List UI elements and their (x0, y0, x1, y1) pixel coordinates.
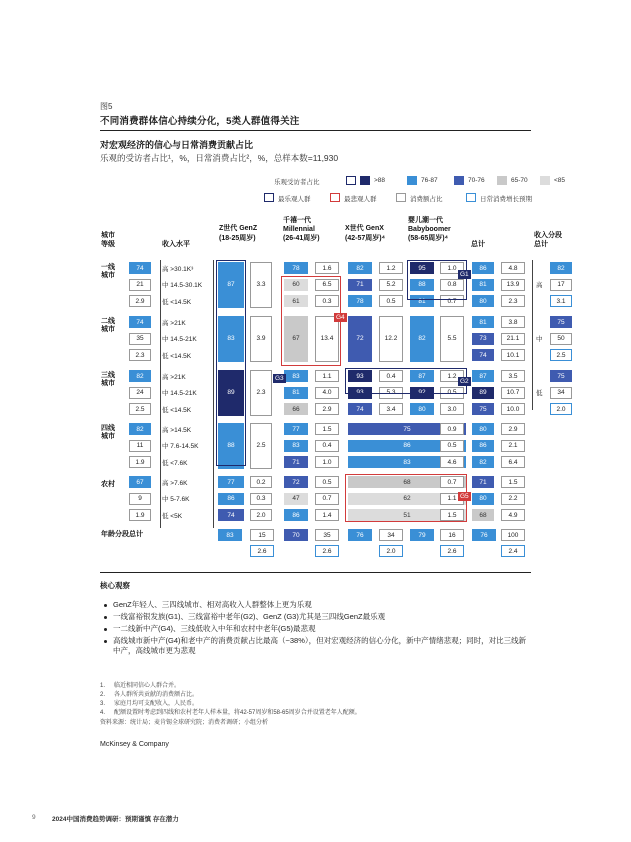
millennial-share: 0.5 (315, 476, 339, 488)
row-total-share: 3.5 (501, 370, 525, 382)
row-total-share: 2.9 (501, 423, 525, 435)
row-total-score: 68 (472, 509, 494, 521)
legend-range-1: >88 (374, 177, 386, 184)
city-score-cell: 1.9 (129, 456, 151, 468)
boomer-score: 80 (410, 403, 434, 415)
genz-rural-score: 77 (218, 476, 244, 488)
income-level-label: 中 7.6-14.5K (162, 443, 199, 450)
millennial-score: 66 (284, 403, 308, 415)
income-level-label: 高 >7.6K (162, 479, 188, 487)
boomer-score: 81 (410, 295, 434, 307)
legend-swatch-lightgrey (540, 176, 550, 185)
genz-rural-score: 74 (218, 509, 244, 521)
city-score-cell: 35 (129, 333, 151, 345)
genx-share: 0.4 (379, 370, 403, 382)
age-total-growth: 2.4 (501, 545, 525, 557)
millennial-score: 71 (284, 456, 308, 468)
income-level-label: 中 14.5-21K (162, 390, 197, 397)
income-level-label: 低 <5K (162, 512, 183, 520)
legend-key-people-label: 最乐观人群 (278, 196, 311, 203)
city-score-cell: 24 (129, 387, 151, 399)
age-total-score: 83 (218, 529, 242, 541)
genx-share: 5.3 (379, 387, 403, 399)
row-total-score: 86 (472, 440, 494, 452)
city-tier-label: 农村 (101, 481, 115, 488)
boomer-score: 87 (410, 370, 434, 382)
city-score-cell: 2.5 (129, 403, 151, 415)
legend-pessimist-box (330, 193, 340, 202)
row-total-share: 4.8 (501, 262, 525, 274)
millennial-score: 60 (284, 279, 308, 291)
genx-boomer-merged-score: 83 (348, 456, 466, 468)
row-total-score: 81 (472, 279, 494, 291)
row-total-score: 80 (472, 295, 494, 307)
legend-swatch-light (407, 176, 417, 185)
separator-band (532, 260, 533, 410)
city-score-cell: 2.9 (129, 295, 151, 307)
city-score-cell: 82 (129, 370, 151, 382)
millennial-score: 83 (284, 370, 308, 382)
highlight-g3 (216, 260, 246, 466)
income-level-label: 高 >21K (162, 373, 186, 381)
row-total-share: 10.1 (501, 349, 525, 361)
income-band-score: 75 (550, 316, 572, 328)
figure-label: 图5 (100, 102, 113, 111)
row-total-share: 2.1 (501, 440, 525, 452)
legend-growth-box (466, 193, 476, 202)
col-header-millennial: 千禧一代 Millennial (26-41周岁) (283, 217, 320, 242)
legend-range-4: 65-70 (511, 177, 528, 184)
brand-name: McKinsey & Company (100, 741, 169, 748)
row-total-score: 86 (472, 262, 494, 274)
legend-growth-label: 日常消费增长预期 (480, 196, 532, 203)
income-level-label: 中 5-7.6K (162, 496, 190, 503)
genz-rural-share: 0.2 (250, 476, 272, 488)
income-band-label: 低 (536, 390, 543, 397)
row-total-share: 4.9 (501, 509, 525, 521)
income-band-share: 17 (550, 279, 572, 291)
income-level-label: 低 <14.5K (162, 352, 192, 360)
age-total-share: 15 (250, 529, 274, 541)
genz-share-bar: 3.3 (250, 262, 272, 308)
boomer-share: 0.7 (440, 476, 464, 488)
col-header-city: 城市 等级 (101, 232, 115, 248)
income-band-growth: 2.5 (550, 349, 572, 361)
income-level-label: 高 >30.1K³ (162, 265, 194, 273)
income-level-label: 中 14.5-21K (162, 336, 197, 343)
group-tag-g3: G3 (275, 375, 284, 382)
separator-income (160, 260, 161, 528)
genz-rural-score: 86 (218, 493, 244, 505)
age-total-score: 79 (410, 529, 434, 541)
insight-item: 高线城市新中产(G4)和老中产的消费贡献占比最高（~38%），但对宏观经济的信心分化，新中产情绪悲观；同时，对比三线新中产，高线城市更为悲观 (104, 636, 529, 656)
city-score-cell: 74 (129, 316, 151, 328)
boomer-share: 3.0 (440, 403, 464, 415)
row-total-share: 2.2 (501, 493, 525, 505)
row-total-score: 80 (472, 423, 494, 435)
age-total-growth: 2.0 (379, 545, 403, 557)
separator-gen (213, 260, 214, 528)
row-total-share: 6.4 (501, 456, 525, 468)
chart-description: 乐观的受访者占比¹，%，日常消费占比²，%，总样本数=11,930 (100, 153, 339, 163)
insights-divider (100, 572, 531, 573)
millennial-share: 1.0 (315, 456, 339, 468)
age-total-share: 35 (315, 529, 339, 541)
income-level-label: 低 <14.5K (162, 298, 192, 306)
genx-boomer-merged-score: 75 (348, 423, 466, 435)
row-total-score: 80 (472, 493, 494, 505)
income-band-score: 75 (550, 370, 572, 382)
genz-rural-share: 2.0 (250, 509, 272, 521)
age-total-share: 34 (379, 529, 403, 541)
footnote-3: 3. 家庭月均可支配收入，人民币。 (100, 701, 199, 707)
figure-title: 不同消费群体信心持续分化，5类人群值得关注 (100, 116, 300, 127)
legend-optimism-label: 乐观受访者占比 (274, 179, 320, 186)
boomer-score-bar: 82 (410, 316, 434, 362)
city-tier-label: 一线 城市 (101, 264, 115, 279)
insight-item: 一二线新中产(G4)、三线低收入中年和农村中老年(G5)最悲观 (104, 624, 529, 634)
genx-score: 78 (348, 295, 372, 307)
income-band-score: 82 (550, 262, 572, 274)
genx-share: 0.5 (379, 295, 403, 307)
legend-pessimist-label: 最悲观人群 (344, 196, 377, 203)
age-total-growth: 2.6 (440, 545, 464, 557)
boomer-score: 88 (410, 279, 434, 291)
city-score-cell: 11 (129, 440, 151, 452)
millennial-share: 1.4 (315, 509, 339, 521)
age-total-share: 100 (501, 529, 525, 541)
genx-share: 5.2 (379, 279, 403, 291)
col-header-total: 总计 (471, 241, 485, 248)
genx-boomer-merged-score: 62 (348, 493, 466, 505)
millennial-score: 78 (284, 262, 308, 274)
source-note: 资料来源：统计局；麦肯锡全球研究院；消费者调研；小组分析 (100, 720, 269, 726)
row-total-share: 13.9 (501, 279, 525, 291)
age-total-score: 76 (348, 529, 372, 541)
legend-range-5: <85 (554, 177, 566, 184)
highlight-g1 (407, 260, 467, 300)
row-total-share: 2.3 (501, 295, 525, 307)
age-total-label: 年龄分段总计 (101, 531, 143, 538)
legend-swatch-outline (346, 176, 356, 185)
row-total-score: 75 (472, 403, 494, 415)
millennial-share: 4.0 (315, 387, 339, 399)
boomer-score: 95 (410, 262, 434, 274)
row-total-score: 89 (472, 387, 494, 399)
legend-swatch-mid (454, 176, 464, 185)
millennial-score: 72 (284, 476, 308, 488)
group-tag-g1: G1 (460, 271, 469, 278)
city-score-cell: 2.3 (129, 349, 151, 361)
genz-score-bar: 83 (218, 316, 244, 362)
highlight-g2 (345, 368, 467, 394)
genz-score-bar: 88 (218, 423, 244, 469)
income-level-label: 高 >21K (162, 319, 186, 327)
page-footer-title: 2024中国消费趋势调研：预期谨慎 存在潜力 (52, 816, 179, 823)
income-band-growth: 3.1 (550, 295, 572, 307)
genz-score-bar: 89 (218, 370, 244, 416)
genz-share-bar: 2.3 (250, 370, 272, 416)
chart-subtitle: 对宏观经济的信心与日常消费贡献占比 (100, 140, 254, 150)
boomer-share: 0.7 (440, 295, 464, 307)
genz-rural-share: 0.3 (250, 493, 272, 505)
boomer-share: 4.6 (440, 456, 464, 468)
highlight-g5 (345, 474, 467, 522)
row-total-score: 87 (472, 370, 494, 382)
millennial-share: 0.4 (315, 440, 339, 452)
genx-boomer-merged-score: 86 (348, 440, 466, 452)
boomer-share: 1.1 (440, 493, 464, 505)
millennial-share: 0.3 (315, 295, 339, 307)
legend-consumption-label: 消费额占比 (410, 196, 443, 203)
age-total-score: 76 (472, 529, 496, 541)
col-header-income-total: 收入分段 总计 (534, 232, 562, 248)
city-score-cell: 67 (129, 476, 151, 488)
row-total-score: 74 (472, 349, 494, 361)
millennial-score: 61 (284, 295, 308, 307)
income-level-label: 低 <14.5K (162, 406, 192, 414)
group-tag-g4: G4 (336, 314, 345, 321)
col-header-boomer: 婴儿潮一代 Babyboomer (58-65周岁)⁴ (408, 217, 451, 242)
millennial-score: 83 (284, 440, 308, 452)
millennial-share: 2.9 (315, 403, 339, 415)
income-level-label: 低 <7.6K (162, 459, 188, 467)
city-tier-label: 二线 城市 (101, 318, 115, 333)
row-total-share: 3.8 (501, 316, 525, 328)
millennial-share: 6.5 (315, 279, 339, 291)
genz-share-bar: 3.9 (250, 316, 272, 362)
city-score-cell: 74 (129, 262, 151, 274)
millennial-share: 1.5 (315, 423, 339, 435)
millennial-score: 77 (284, 423, 308, 435)
millennial-share: 0.7 (315, 493, 339, 505)
footnote-2: 2. 各人群所共贡献的消费额占比。 (100, 692, 199, 698)
row-total-score: 81 (472, 316, 494, 328)
legend-swatch-grey (497, 176, 507, 185)
genx-score: 74 (348, 403, 372, 415)
group-tag-g2: G2 (460, 378, 469, 385)
boomer-share: 0.9 (440, 423, 464, 435)
city-tier-label: 三线 城市 (101, 372, 115, 387)
genx-score: 82 (348, 262, 372, 274)
genx-score-bar: 72 (348, 316, 372, 362)
row-total-score: 82 (472, 456, 494, 468)
millennial-share: 1.6 (315, 262, 339, 274)
millennial-score-bar: 67 (284, 316, 308, 362)
col-header-genz: Z世代 GenZ (18-25周岁) (219, 225, 258, 242)
boomer-share-bar: 5.5 (440, 316, 464, 362)
income-band-label: 中 (536, 336, 543, 343)
boomer-share: 0.8 (440, 279, 464, 291)
highlight-g4 (281, 276, 341, 366)
row-total-score: 73 (472, 333, 494, 345)
income-band-growth: 2.0 (550, 403, 572, 415)
legend-key-people-box (264, 193, 274, 202)
income-level-label: 高 >14.5K (162, 426, 192, 434)
insight-item: GenZ年轻人、三四线城市、相对高收入人群整体上更为乐观 (104, 600, 529, 610)
group-tag-g5: G5 (460, 493, 469, 500)
age-total-share: 16 (440, 529, 464, 541)
age-total-growth: 2.6 (250, 545, 274, 557)
income-level-label: 中 14.5-30.1K (162, 282, 203, 289)
genx-boomer-merged-score: 51 (348, 509, 466, 521)
page-number: 9 (32, 814, 36, 821)
legend-range-2: 76-87 (421, 177, 438, 184)
income-band-share: 50 (550, 333, 572, 345)
millennial-share: 1.1 (315, 370, 339, 382)
city-score-cell: 1.9 (129, 509, 151, 521)
boomer-share: 0.5 (440, 387, 464, 399)
row-total-score: 71 (472, 476, 494, 488)
city-score-cell: 82 (129, 423, 151, 435)
row-total-share: 1.5 (501, 476, 525, 488)
genx-score: 71 (348, 279, 372, 291)
row-total-share: 10.7 (501, 387, 525, 399)
footnote-4: 4. 配额设置时考虑到四线和农村老年人样本量，将42-57周岁和58-65周岁合并设置老年人配额。 (100, 710, 361, 716)
city-tier-label: 四线 城市 (101, 425, 115, 440)
legend-consumption-box (396, 193, 406, 202)
city-score-cell: 21 (129, 279, 151, 291)
boomer-share: 1.5 (440, 509, 464, 521)
boomer-share: 1.0 (440, 262, 464, 274)
city-score-cell: 9 (129, 493, 151, 505)
footnote-1: 1. 临近相同信心人群合并。 (100, 683, 181, 689)
age-total-growth: 2.6 (315, 545, 339, 557)
genx-score: 93 (348, 387, 372, 399)
legend-range-3: 70-76 (468, 177, 485, 184)
genx-share: 3.4 (379, 403, 403, 415)
insights-title: 核心观察 (100, 581, 130, 590)
millennial-score: 86 (284, 509, 308, 521)
col-header-genx: X世代 GenX (42-57周岁)⁴ (345, 225, 386, 242)
row-total-share: 10.0 (501, 403, 525, 415)
genx-score: 93 (348, 370, 372, 382)
boomer-share: 0.5 (440, 440, 464, 452)
income-band-share: 34 (550, 387, 572, 399)
millennial-share-bar: 13.4 (315, 316, 339, 362)
boomer-share: 1.2 (440, 370, 464, 382)
genx-share: 1.2 (379, 262, 403, 274)
boomer-score: 92 (410, 387, 434, 399)
genx-boomer-merged-score: 68 (348, 476, 466, 488)
row-total-share: 21.1 (501, 333, 525, 345)
title-divider (100, 130, 531, 131)
millennial-score: 81 (284, 387, 308, 399)
genz-score-bar: 87 (218, 262, 244, 308)
income-band-label: 高 (536, 282, 543, 289)
millennial-score: 47 (284, 493, 308, 505)
genx-share-bar: 12.2 (379, 316, 403, 362)
legend-swatch-dark (360, 176, 370, 185)
age-total-score: 70 (284, 529, 308, 541)
insight-item: 一线富裕银发族(G1)、三线富裕中老年(G2)、GenZ (G3)尤其是三四线GenZ最乐观 (104, 612, 529, 622)
genz-share-bar: 2.5 (250, 423, 272, 469)
col-header-income: 收入水平 (162, 241, 190, 248)
